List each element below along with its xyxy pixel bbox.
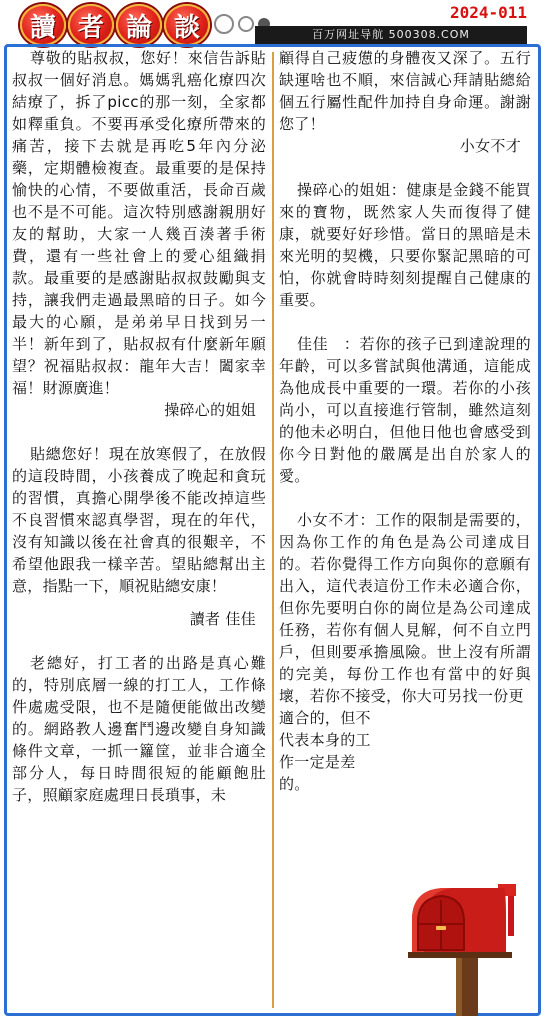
reply-paragraph: 佳佳 ：若你的孩子已到達說理的年齡，可以多嘗試與他溝通，這能成為他成長中重要的一環。若你的小孩尚小，可以直接進行管制，雖然這刻的他未必明白，但他日他也會感受到你今日對他的嚴厲是出自於家人的愛。 bbox=[279, 335, 531, 485]
letter-signature: 操碎心的姐姐 bbox=[164, 401, 256, 419]
page-header bbox=[0, 0, 545, 50]
reply-tail-line: 作一定是差 bbox=[279, 753, 356, 771]
letter-signature: 小女不才 bbox=[459, 137, 521, 155]
reply-tail bbox=[279, 707, 397, 795]
reply-paragraph: 小女不才：工作的限制是需要的，因為你工作的角色是為公司達成目的。若你覺得工作方向與你的意願有出入，這代表這份工作未必適合你，但你先要明白你的崗位是為公司達成任務，若你有個人見解，何不自立門戶，但則要承擔風險。世上沒有所謂的完美，每份工作也有當中的好與壞，若你不接受，你大可另找一份更 bbox=[279, 511, 531, 705]
title-char-3: 論 bbox=[116, 4, 162, 46]
letter-paragraph: 尊敬的貼叔叔，您好！來信告訴貼叔叔一個好消息。媽媽乳癌化療四次結療了，拆了picc的那一刻，全家都如釋重負。不要再承受化療所帶來的痛苦，接下去就是再吃5年內分泌藥，定期體檢複查。最重要的是保持愉快的心情，不要做重活，長命百歲也不是不可能。這次特別感謝親朋好友的幫助，大家一人幾百湊著手術費，還有一些社會上的愛心組織捐款。最重要的是感謝貼叔叔鼓勵與支持，讓我們走過最黑暗的日子。如今最大的心願，是弟弟早日找到另一半！新年到了，貼叔叔有什麼新年願望？祝福貼叔叔：龍年大吉！闔家幸福！財源廣進！ bbox=[12, 49, 266, 397]
title-char-4: 談 bbox=[164, 4, 210, 46]
right-column bbox=[279, 47, 531, 795]
left-column bbox=[12, 47, 266, 806]
site-watermark: 百万网址导航 500308.COM bbox=[255, 26, 527, 44]
circle-icon bbox=[214, 14, 234, 34]
title-char-1: 讀 bbox=[20, 4, 66, 46]
title-char-2: 者 bbox=[68, 4, 114, 46]
reply-block bbox=[279, 509, 531, 795]
reply-tail-line: 的。 bbox=[279, 775, 310, 793]
letter-paragraph: 顧得自己疲憊的身體夜又深了。五行缺運啥也不順，來信誠心拜請貼總給個五行屬性配件加持自身命運。謝謝您了！ bbox=[279, 49, 531, 133]
reply-tail-line: 代表本身的工 bbox=[279, 731, 371, 749]
mailbox-illustration bbox=[402, 880, 532, 1016]
circle-icon bbox=[238, 16, 254, 32]
letter-signature: 讀者 佳佳 bbox=[189, 610, 256, 628]
column-divider bbox=[272, 52, 274, 1008]
column-title bbox=[20, 4, 210, 46]
letter-paragraph: 貼總您好！現在放寒假了，在放假的這段時間，小孩養成了晚起和貪玩的習慣，真擔心開學後不能改掉這些不良習慣來認真學習，現在的年代，沒有知識以後在社會真的很艱辛，不希望他跟我一樣辛苦。望貼總幫出主意，指點一下，順祝貼總安康！ bbox=[12, 445, 266, 595]
reply-tail-line: 適合的，但不 bbox=[279, 709, 371, 727]
letter-paragraph: 老總好，打工者的出路是真心難的，特別底層一線的打工人，工作條件處處受限，也不是隨便能做出改變的。網路教人邊奮鬥邊改變自身知識條件文章，一抓一籮筐，並非合適全部分人，每日時間很短的能顧飽肚子，照顧家庭處理日長瑣事，未 bbox=[12, 654, 266, 804]
reply-paragraph: 操碎心的姐姐：健康是金錢不能買來的寶物，既然家人失而復得了健康，就要好好珍惜。當日的黑暗是未來光明的契機，只要你緊記黑暗的可怕，你就會時時刻刻提醒自己健康的重要。 bbox=[279, 181, 531, 309]
issue-code: 2024-011 bbox=[449, 3, 527, 22]
